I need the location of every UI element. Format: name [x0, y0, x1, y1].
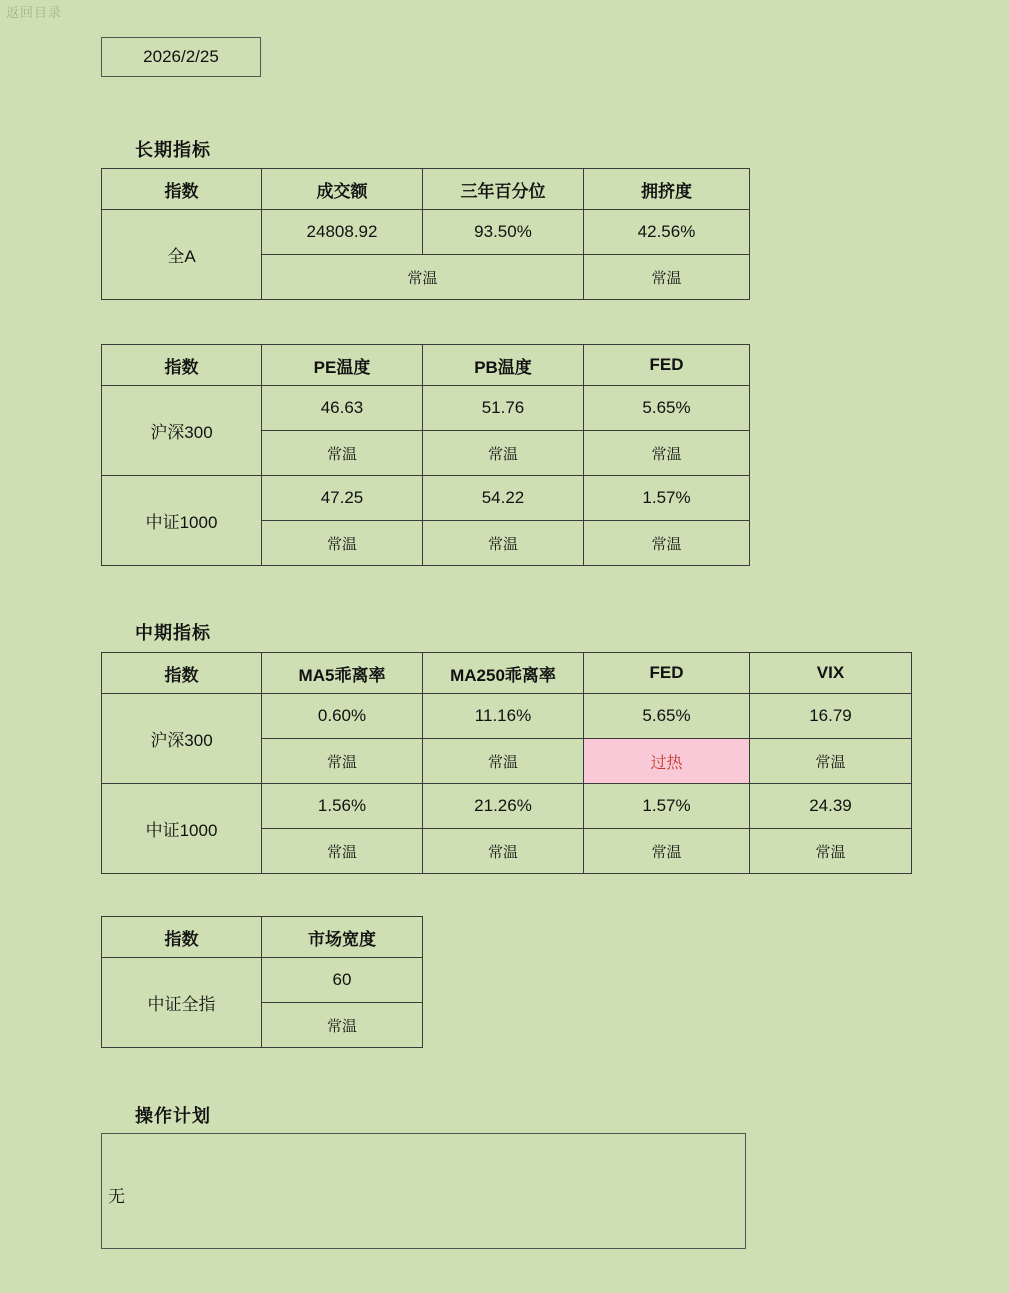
column-header-ma250-bias: MA250乖离率 — [423, 653, 584, 694]
long-term-table-2 — [101, 344, 750, 566]
table-header-row — [102, 653, 912, 694]
status-badge-crowding: 常温 — [584, 255, 750, 300]
column-header-market-breadth: 市场宽度 — [262, 917, 423, 958]
value-pe-temp: 47.25 — [262, 476, 423, 521]
status-badge-fed: 常温 — [584, 431, 750, 476]
date-value: 2026/2/25 — [143, 47, 219, 66]
value-vix: 24.39 — [750, 784, 912, 829]
date-field[interactable] — [101, 37, 261, 77]
status-badge-ma250-bias: 常温 — [423, 829, 584, 874]
column-header-crowding: 拥挤度 — [584, 169, 750, 210]
index-name-cell: 中证1000 — [102, 784, 262, 874]
column-header-fed: FED — [584, 345, 750, 386]
value-fed: 5.65% — [584, 694, 750, 739]
column-header-vix: VIX — [750, 653, 912, 694]
status-badge-fed: 常温 — [584, 521, 750, 566]
status-badge-fed: 常温 — [584, 829, 750, 874]
value-pb-temp: 51.76 — [423, 386, 584, 431]
section-title-action-plan: 操作计划 — [135, 1106, 211, 1126]
status-badge-turnover-percentile: 常温 — [262, 255, 584, 300]
index-name-cell: 沪深300 — [102, 386, 262, 476]
index-name-cell: 全A — [102, 210, 262, 300]
section-title-long-term: 长期指标 — [135, 140, 211, 160]
column-header-ma5-bias: MA5乖离率 — [262, 653, 423, 694]
table-header-row — [102, 345, 750, 386]
column-header-index: 指数 — [102, 169, 262, 210]
action-plan-textarea[interactable] — [101, 1133, 746, 1249]
table-row — [102, 784, 912, 829]
value-percentile: 93.50% — [423, 210, 584, 255]
value-vix: 16.79 — [750, 694, 912, 739]
value-ma250-bias: 11.16% — [423, 694, 584, 739]
index-name-cell: 中证1000 — [102, 476, 262, 566]
mid-term-table-1 — [101, 652, 912, 874]
table-header-row — [102, 169, 750, 210]
column-header-index: 指数 — [102, 917, 262, 958]
section-title-mid-term: 中期指标 — [135, 623, 211, 643]
column-header-index: 指数 — [102, 653, 262, 694]
status-badge-pe-temp: 常温 — [262, 521, 423, 566]
column-header-percentile: 三年百分位 — [423, 169, 584, 210]
table-row — [102, 476, 750, 521]
status-badge-ma5-bias: 常温 — [262, 829, 423, 874]
status-badge-pb-temp: 常温 — [423, 431, 584, 476]
column-header-pe-temp: PE温度 — [262, 345, 423, 386]
column-header-fed: FED — [584, 653, 750, 694]
value-market-breadth: 60 — [262, 958, 423, 1003]
value-pb-temp: 54.22 — [423, 476, 584, 521]
index-name-cell: 中证全指 — [102, 958, 262, 1048]
value-turnover: 24808.92 — [262, 210, 423, 255]
value-ma5-bias: 1.56% — [262, 784, 423, 829]
column-header-pb-temp: PB温度 — [423, 345, 584, 386]
table-row — [102, 210, 750, 255]
back-to-index-link[interactable]: 返回目录 — [6, 5, 63, 20]
status-badge-market-breadth: 常温 — [262, 1003, 423, 1048]
action-plan-text: 无 — [108, 1187, 125, 1206]
mid-term-table-2 — [101, 916, 423, 1048]
status-badge-fed: 过热 — [584, 739, 750, 784]
status-badge-vix: 常温 — [750, 739, 912, 784]
status-badge-pb-temp: 常温 — [423, 521, 584, 566]
value-pe-temp: 46.63 — [262, 386, 423, 431]
value-ma250-bias: 21.26% — [423, 784, 584, 829]
table-header-row — [102, 917, 423, 958]
column-header-index: 指数 — [102, 345, 262, 386]
column-header-turnover: 成交额 — [262, 169, 423, 210]
table-row — [102, 386, 750, 431]
table-row — [102, 958, 423, 1003]
value-fed: 5.65% — [584, 386, 750, 431]
status-badge-ma250-bias: 常温 — [423, 739, 584, 784]
status-badge-ma5-bias: 常温 — [262, 739, 423, 784]
value-ma5-bias: 0.60% — [262, 694, 423, 739]
long-term-table-1 — [101, 168, 750, 300]
status-badge-pe-temp: 常温 — [262, 431, 423, 476]
value-crowding: 42.56% — [584, 210, 750, 255]
value-fed: 1.57% — [584, 476, 750, 521]
status-badge-vix: 常温 — [750, 829, 912, 874]
table-row — [102, 694, 912, 739]
index-name-cell: 沪深300 — [102, 694, 262, 784]
value-fed: 1.57% — [584, 784, 750, 829]
